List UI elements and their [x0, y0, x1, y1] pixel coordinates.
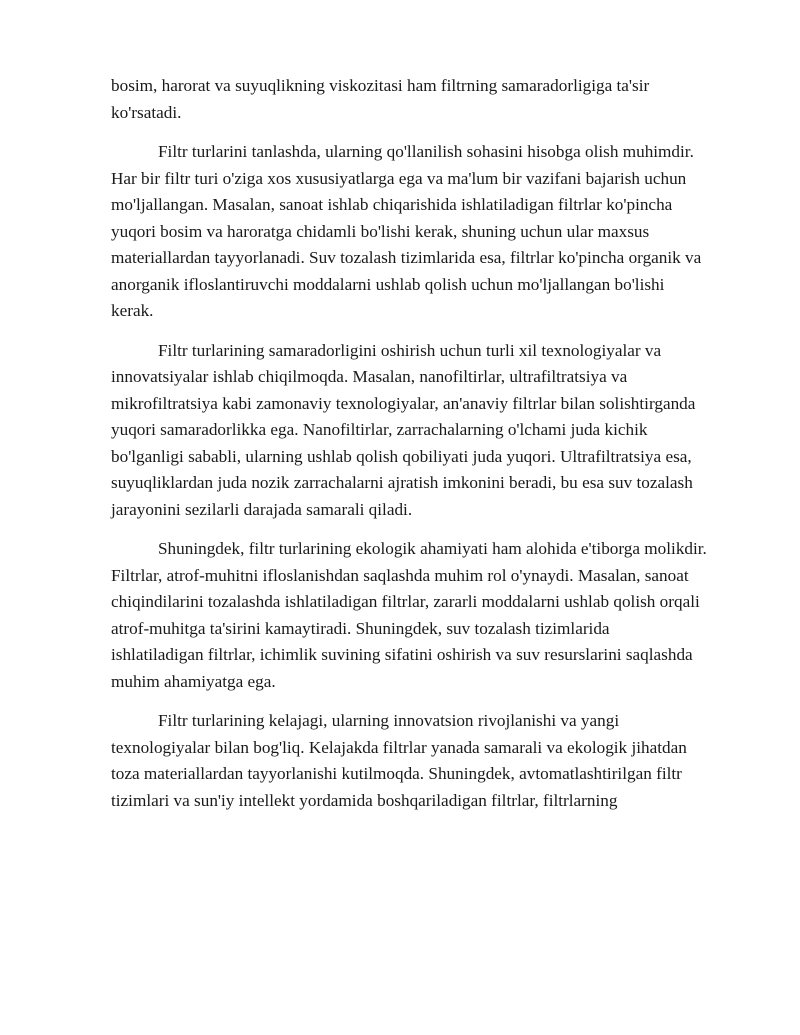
text-line: jarayonini sezilarli darajada samarali qiladi.	[111, 499, 413, 519]
text-line: Shuningdek, filtr turlarining ekologik ahamiyati ham alohida e'tiborga molikdir.	[158, 539, 707, 558]
text-line: Filtr turlarining samaradorligini oshirish uchun turli xil texnologiyalar va	[158, 340, 662, 360]
text-line: yuqori bosim va haroratga chidamli bo'lishi kerak, shuning uchun ular maxsus	[111, 221, 650, 241]
text-line: texnologiyalar bilan bog'liq. Kelajakda filtrlar yanada samarali va ekologik jihatdan	[111, 737, 687, 757]
text-line: tizimlari va sun'iy intellekt yordamida boshqariladigan filtrlar, filtrlarning	[111, 790, 618, 810]
paragraph	[111, 139, 747, 325]
text-line: Har bir filtr turi o'ziga xos xususiyatlarga ega va ma'lum bir vazifani bajarish uchun	[111, 168, 687, 188]
text-line: yuqori samaradorlikka ega. Nanofiltirlar, zarrachalarning o'lchami juda kichik	[111, 420, 648, 439]
text-line: toza materiallardan tayyorlanishi kutilmoqda. Shuningdek, avtomatlashtirilgan filtr	[111, 764, 682, 783]
text-line: mikrofiltratsiya kabi zamonaviy texnologiyalar, an'anaviy filtrlar bilan solishtirganda	[111, 393, 696, 413]
text-line: Filtr turlarining kelajagi, ularning innovatsion rivojlanishi va yangi	[158, 711, 620, 730]
text-line: bo'lganligi sababli, ularning ushlab qolish qobiliyati juda yuqori. Ultrafiltratsiya esa,	[111, 446, 692, 466]
text-line: chiqindilarini tozalashda ishlatiladigan filtrlar, zararli moddalarni ushlab qolish orqali	[111, 592, 700, 611]
paragraph	[111, 73, 747, 126]
text-line: ko'rsatadi.	[111, 102, 182, 122]
text-line: Filtr turlarini tanlashda, ularning qo'llanilish sohasini hisobga olish muhimdir.	[158, 142, 694, 161]
text-line: atrof-muhitga ta'sirini kamaytiradi. Shuningdek, suv tozalash tizimlarida	[111, 618, 610, 638]
text-line: innovatsiyalar ishlab chiqilmoqda. Masalan, nanofiltirlar, ultrafiltratsiya va	[111, 367, 628, 386]
paragraph	[111, 338, 747, 524]
text-line: suyuqliklardan juda nozik zarrachalarni ajratish imkonini beradi, bu esa suv tozalash	[111, 473, 693, 492]
text-line: mo'ljallangan. Masalan, sanoat ishlab chiqarishida ishlatiladigan filtrlar ko'pincha	[111, 195, 673, 214]
text-line: kerak.	[111, 301, 154, 320]
text-line: anorganik ifloslantiruvchi moddalarni ushlab qolish uchun mo'ljallangan bo'lishi	[111, 274, 665, 294]
paragraph	[111, 708, 747, 814]
text-line: muhim ahamiyatga ega.	[111, 671, 276, 691]
paragraph	[111, 536, 747, 695]
document-body	[111, 73, 747, 827]
text-line: materiallardan tayyorlanadi. Suv tozalash tizimlarida esa, filtrlar ko'pincha organik va	[111, 248, 702, 267]
text-line: ishlatiladigan filtrlar, ichimlik suvining sifatini oshirish va suv resurslarini saqlashda	[111, 645, 693, 664]
text-line: Filtrlar, atrof-muhitni ifloslanishdan saqlashda muhim rol o'ynaydi. Masalan, sanoat	[111, 565, 689, 585]
text-line: bosim, harorat va suyuqlikning viskozitasi ham filtrning samaradorligiga ta'sir	[111, 76, 650, 95]
